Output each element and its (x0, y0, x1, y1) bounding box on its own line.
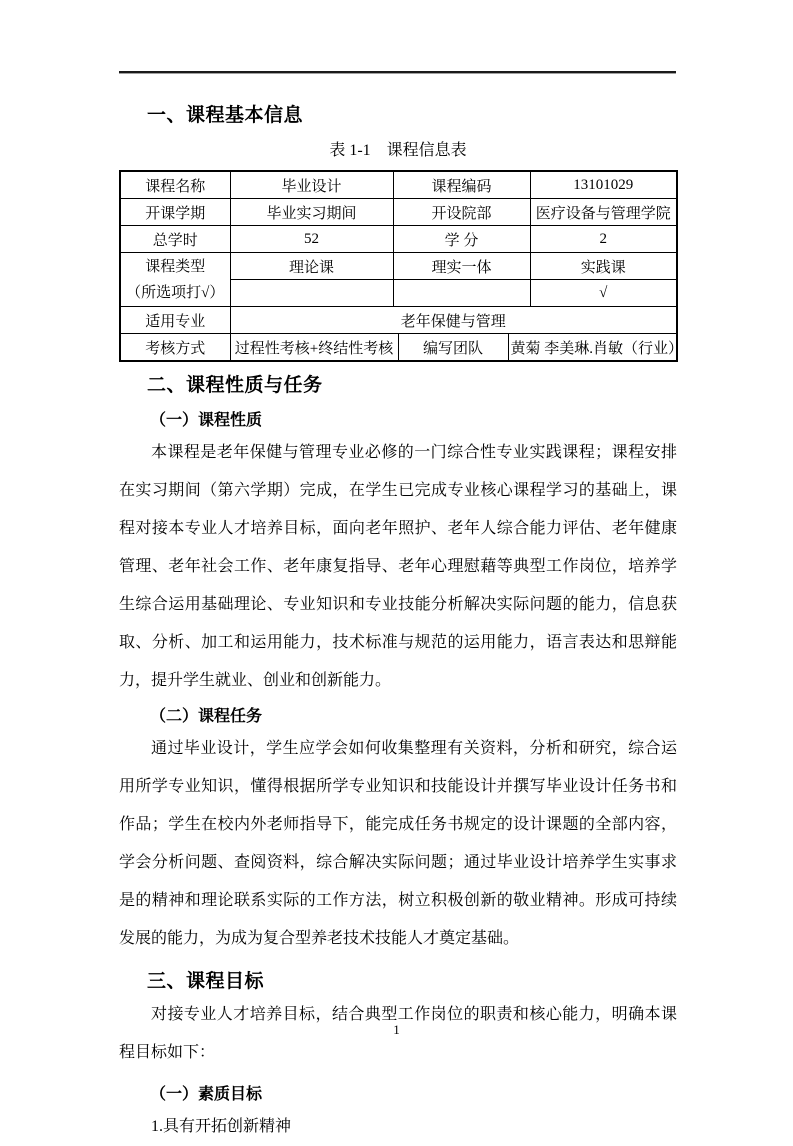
table-caption: 表 1-1 课程信息表 (329, 142, 467, 159)
course-type-label-line2: （所选项打√） (126, 284, 225, 301)
cell-writing-team-label: 编写团队 (398, 334, 508, 362)
section-1-heading: 一、课程基本信息 (147, 105, 304, 126)
table-row (120, 253, 677, 280)
cell-semester-value: 毕业实习期间 (230, 199, 393, 226)
table-row (120, 171, 677, 199)
cell-course-name-value: 毕业设计 (230, 171, 393, 199)
cell-course-type-label (120, 253, 230, 307)
table-row (120, 226, 677, 253)
cell-total-hours-label: 总学时 (120, 226, 230, 253)
cell-applicable-major-label: 适用专业 (120, 307, 230, 334)
cell-assessment-value: 过程性考核+终结性考核 (230, 334, 398, 362)
cell-theory-course: 理论课 (230, 253, 393, 280)
section-3-heading: 三、课程目标 (147, 971, 265, 992)
page-number: 1 (393, 1022, 400, 1037)
cell-credits-label: 学 分 (393, 226, 530, 253)
cell-course-code-label: 课程编码 (393, 171, 530, 199)
cell-course-name-label: 课程名称 (120, 171, 230, 199)
subheading-quality-objectives: （一）素质目标 (150, 1086, 263, 1103)
table-row (120, 199, 677, 226)
cell-integrated-check (393, 280, 530, 307)
cell-department-label: 开设院部 (393, 199, 530, 226)
cell-practice-course: 实践课 (530, 253, 677, 280)
cell-writing-team-value: 黄菊 李美琳.肖敏（行业） (508, 334, 677, 362)
section-2-heading: 二、课程性质与任务 (147, 375, 323, 396)
cell-total-hours-value: 52 (230, 226, 393, 253)
course-type-label-line1: 课程类型 (145, 258, 206, 275)
course-info-table (119, 170, 684, 362)
subheading-course-tasks: （二）课程任务 (150, 708, 263, 725)
cell-credits-value: 2 (530, 226, 677, 253)
table-row (120, 307, 677, 334)
cell-course-code-value: 13101029 (530, 171, 677, 199)
cell-department-value: 医疗设备与管理学院 (530, 199, 677, 226)
paragraph-course-nature: 本课程是老年保健与管理专业必修的一门综合性专业实践课程；课程安排在实习期间（第六学期）完成，在学生已完成专业核心课程学习的基础上，课程对接本专业人才培养目标，面向老年照护、老年人综合能力评估、老年健康管理、老年社会工作、老年康复指导、老年心理慰藉等典型工作岗位，培养学生综合运用基础理论、专业知识和专业技能分析解决实际问题的能力，信息获取、分析、加工和运用能力，技术标准与规范的运用能力，语言表达和思辩能力，提升学生就业、创业和创新能力。 (119, 444, 677, 689)
cell-applicable-major-value: 老年保健与管理 (230, 307, 677, 334)
cell-theory-check (230, 280, 393, 307)
page-content (119, 75, 684, 1146)
header-rule (119, 71, 676, 74)
table-row (120, 334, 677, 362)
cell-theory-practice-integrated: 理实一体 (393, 253, 530, 280)
subheading-course-nature: （一）课程性质 (150, 412, 263, 429)
cell-assessment-label: 考核方式 (120, 334, 230, 362)
list-item-objective-1: 1.具有开拓创新精神 (151, 1118, 292, 1135)
cell-semester-label: 开课学期 (120, 199, 230, 226)
paragraph-course-tasks: 通过毕业设计，学生应学会如何收集整理有关资料，分析和研究，综合运用所学专业知识，懂得根据所学专业知识和技能设计并撰写毕业设计任务书和作品；学生在校内外老师指导下，能完成任务书规定的设计课题的全部内容，学会分析问题、查阅资料，综合解决实际问题；通过毕业设计培养学生实事求是的精神和理论联系实际的工作方法，树立积极创新的敬业精神。形成可持续发展的能力，为成为复合型养老技术技能人才奠定基础。 (119, 740, 677, 947)
cell-practice-check: √ (530, 280, 677, 307)
paragraph-course-objectives-intro: 对接专业人才培养目标，结合典型工作岗位的职责和核心能力，明确本课程目标如下： (119, 1006, 677, 1061)
